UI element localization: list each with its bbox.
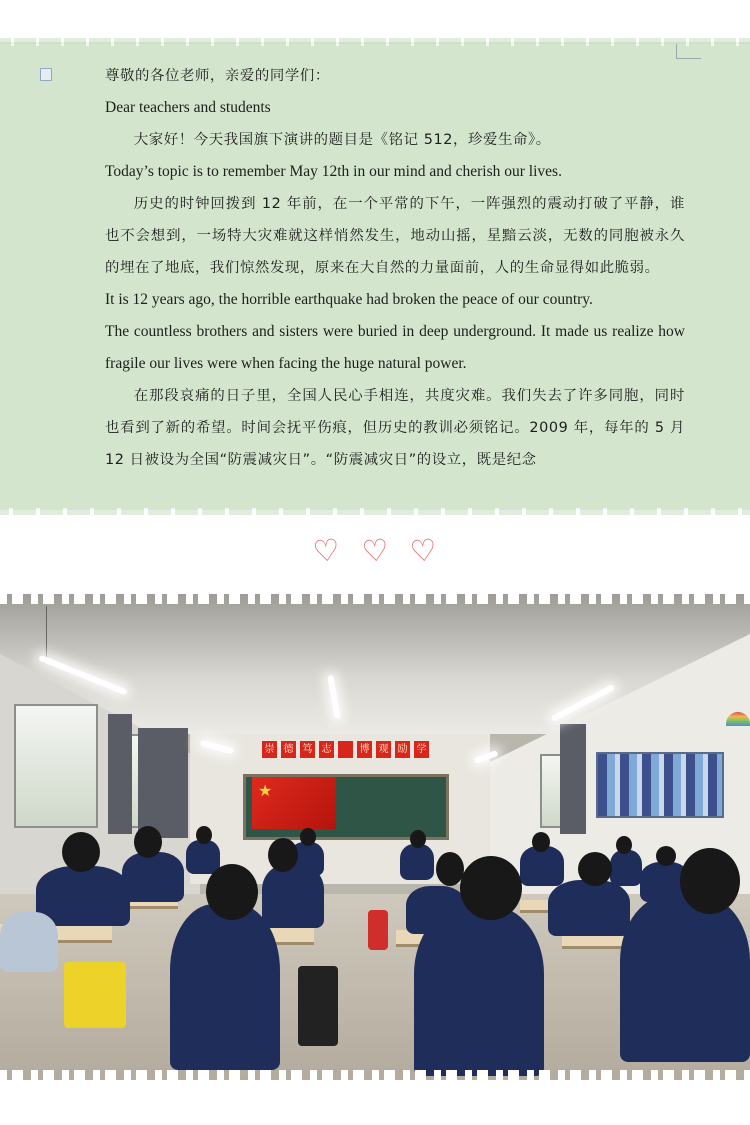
topic-cn: 大家好！今天我国旗下演讲的题目是《铭记 512，珍爱生命》。 [133,132,551,148]
history-en-1: It is 12 years ago, the horrible earthquake had broken the peace of our country. [105,291,593,308]
heart-icon: ♡ [359,532,391,571]
curtain [108,714,132,834]
banner-char: 笃 [300,741,315,758]
student [170,904,280,1070]
student [122,852,184,902]
banner-char: 博 [357,741,372,758]
document-icon [40,68,52,81]
student [186,840,220,874]
greeting-cn: 尊敬的各位老师，亲爱的同学们： [105,68,330,84]
speech-text [105,60,685,476]
curtain [138,728,188,838]
red-bag [368,910,388,950]
student [610,850,642,886]
classroom-photo [0,594,750,1080]
banner-char: 德 [281,741,296,758]
yellow-bag [64,962,126,1028]
topic-en: Today’s topic is to remember May 12th in our mind and cherish our lives. [105,163,562,180]
heart-icon: ♡ [408,532,439,571]
heart-icon: ♡ [311,532,342,571]
slogan-banner [262,741,429,759]
flag-screen [252,777,336,829]
student [548,880,630,936]
speech-panel [0,42,750,510]
corner-mark [676,44,701,59]
display-board [596,752,724,818]
student [400,844,434,880]
banner-char: 励 [395,741,410,758]
black-bag [298,966,338,1046]
banner-char: 学 [414,741,429,758]
star-icon: ★ [258,781,273,800]
history-en-2: The countless brothers and sisters were buried in deep underground. It made us realize how fragile our lives were when facing the huge natural power. [105,323,685,372]
banner-char [338,741,353,758]
student [414,906,544,1076]
greeting-en: Dear teachers and students [105,99,271,116]
mourning-cn: 在那段哀痛的日子里，全国人民心手相连，共度灾难。我们失去了许多同胞，同时也看到了新的希望。时间会抚平伤痕，但历史的教训必须铭记。2009 年，每年的 5 月 12 日被设为全国“防震减灾日”。“防震减灾日”的设立，既是纪念 [105,388,685,468]
hearts-divider [0,532,750,572]
student [0,912,58,972]
desk [520,900,550,913]
student [262,864,324,928]
student [520,846,564,886]
torn-edge [0,1070,750,1080]
curtain [560,724,586,834]
student [620,894,750,1062]
torn-edge [0,594,750,604]
banner-char: 观 [376,741,391,758]
banner-char: 崇 [262,741,277,758]
banner-char: 志 [319,741,334,758]
window [14,704,98,828]
history-cn: 历史的时钟回拨到 12 年前，在一个平常的下午，一阵强烈的震动打破了平静，谁也不会想到，一场特大灾难就这样悄然发生，地动山摇，星黯云淡，无数的同胞被永久的埋在了地底，我们惊然发现，原来在大自然的力量面前，人的生命显得如此脆弱。 [105,196,685,276]
